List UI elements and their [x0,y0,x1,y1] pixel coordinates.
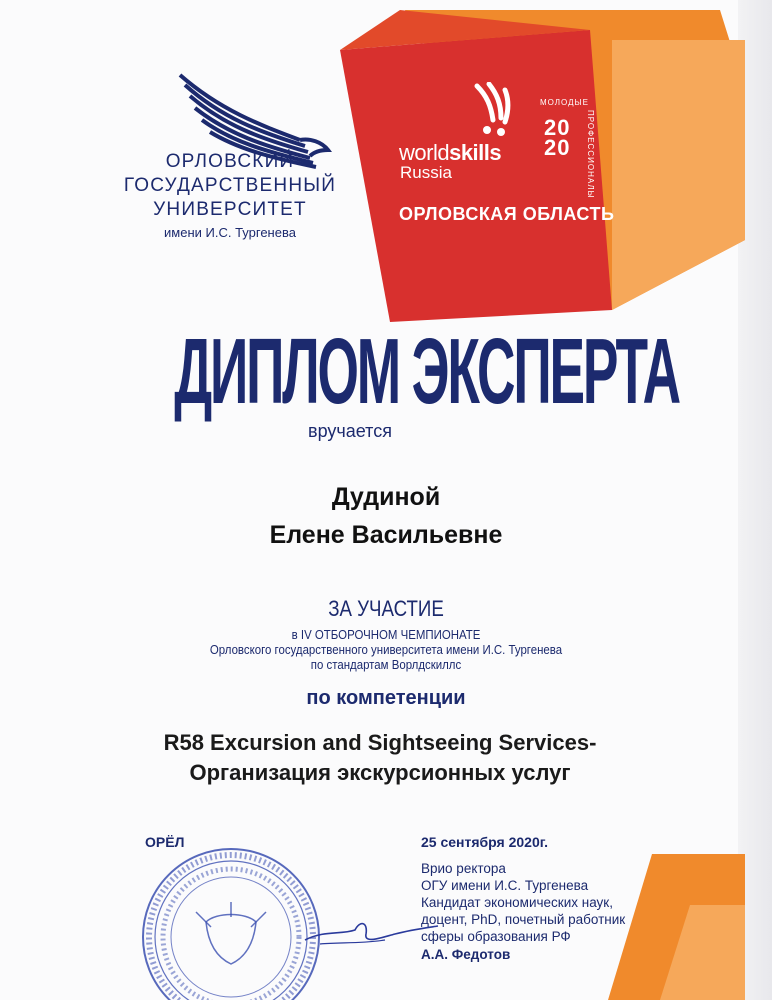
university-name [110,150,350,242]
worldskills-figure-icon [465,82,525,142]
signer-organization: ОГУ имени И.С. Тургенева [421,878,589,893]
skill-name-ru: Организация экскурсионных услуг [189,760,571,785]
signer-title-cont: сферы образования РФ [421,929,571,944]
signer-position: Врио ректора [421,861,506,876]
issue-date: 25 сентября 2020г. [421,834,549,850]
skill-name-en: R58 Excursion and Sightseeing Services- [163,730,597,755]
handwritten-signature [300,900,440,960]
year-top: 20 [544,115,571,140]
competence-label: по компетенции [306,687,466,709]
recipient-surname: Дудиной [331,483,441,511]
diploma-title: ДИПЛОМ ЭКСПЕРТА [174,319,679,423]
city: ОРЁЛ [145,834,185,850]
signer-name: А.А. Федотов [421,947,511,962]
worldskills-russia: Russia [400,163,452,182]
year-badge [544,115,571,160]
university-name-line2: ГОСУДАРСТВЕННЫЙ [123,175,337,196]
worldskills-skills: skills [449,140,502,165]
worldskills-world: world [399,140,450,165]
awarded-label: вручается [308,421,392,441]
worldskills-region: ОРЛОВСКАЯ ОБЛАСТЬ [399,204,615,224]
young-professionals-top: МОЛОДЫЕ [540,98,589,107]
university-subtitle: имени И.С. Тургенева [164,225,296,240]
event-line-2: Орловского государственного университета имени И.С. Тургенева [209,642,563,657]
signer-title: доцент, PhD, почетный работник [421,912,626,927]
official-seal-stamp [136,842,326,1000]
participation-heading: ЗА УЧАСТИЕ [328,596,444,621]
signer-degree: Кандидат экономических наук, [421,895,613,910]
university-name-line1: ОРЛОВСКИЙ [165,151,295,172]
year-bottom: 20 [544,135,571,160]
event-line-1: в IV ОТБОРОЧНОМ ЧЕМПИОНАТЕ [291,627,481,642]
young-professionals-side: ПРОФЕССИОНАЛЫ [586,110,595,199]
event-line-3: по стандартам Ворлдскиллс [310,657,462,672]
university-name-line3: УНИВЕРСИТЕТ [153,199,307,220]
recipient-given-names: Елене Васильевне [269,521,503,549]
